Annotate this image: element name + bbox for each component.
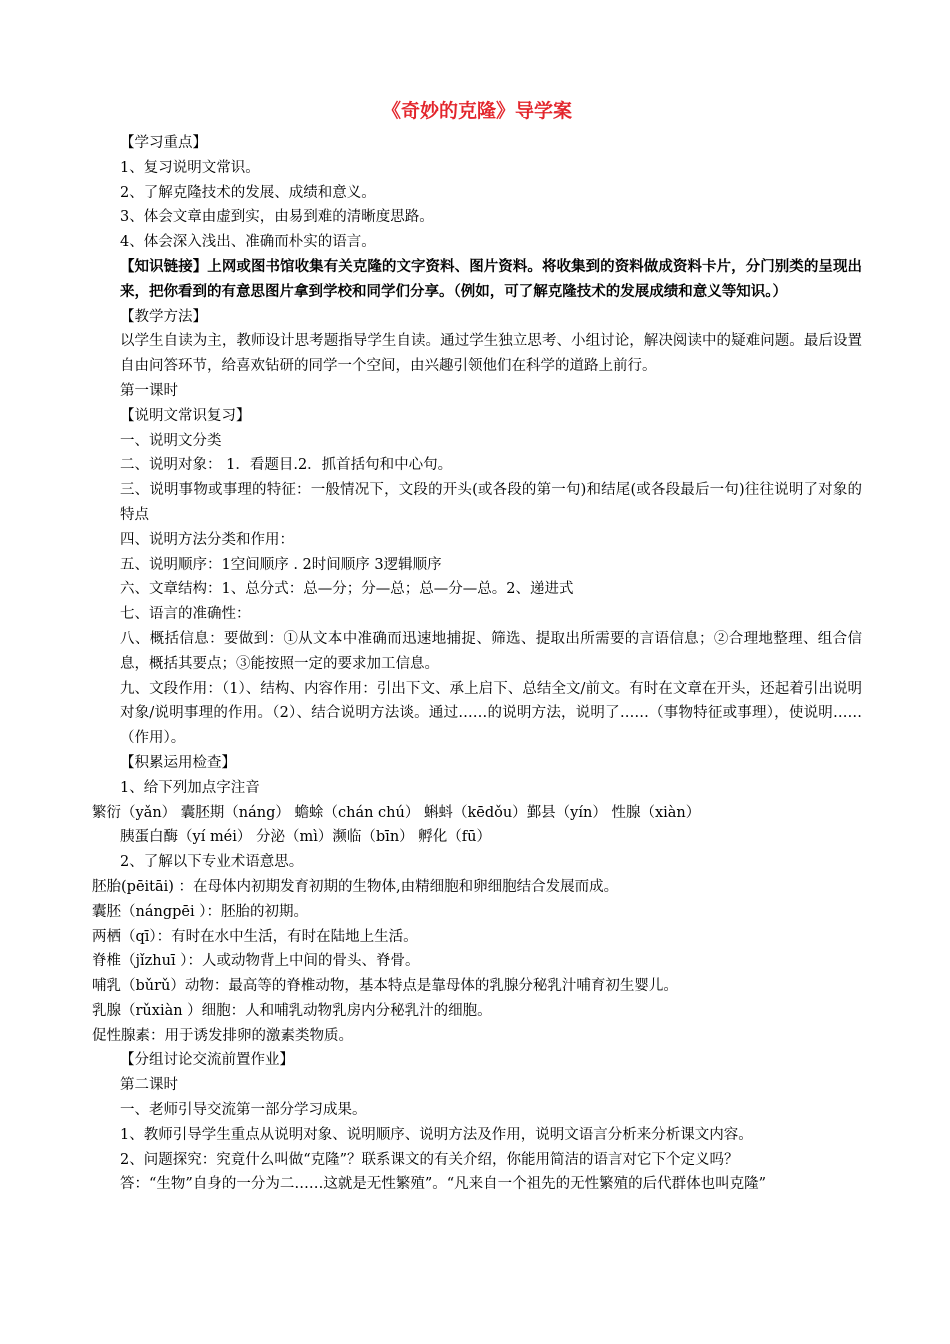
text-line: 2、问题探究：究竟什么叫做“克隆”？联系课文的有关介绍，你能用简洁的语言对它下个定义吗？ (120, 1151, 739, 1168)
document-body (92, 131, 862, 1197)
text-line: 四、说明方法分类和作用： (120, 531, 294, 548)
text-line: 以学生自读为主，教师设计思考题指导学生自读。通过学生独立思考、小组讨论，解决阅读中的疑难问题。最后设置自由问答环节，给喜欢钻研的同学一个空间，由兴趣引领他们在科学的道路上前行。 (120, 333, 862, 375)
text-line: 哺乳（bǔrǔ）动物：最高等的脊椎动物，基本特点是靠母体的乳腺分秘乳汁哺育初生婴儿。 (92, 978, 678, 995)
text-line: 1、给下列加点字注音 (120, 779, 260, 796)
text-line: 1、复习说明文常识。 (120, 159, 260, 176)
text-line: 一、说明文分类 (120, 432, 222, 449)
text-line: 第一课时 (120, 382, 178, 399)
text-line: 脊椎（jǐzhuī ）：人或动物背上中间的骨头、脊骨。 (92, 953, 420, 970)
text-line: 一、老师引导交流第一部分学习成果。 (120, 1102, 367, 1119)
text-line: 第二课时 (120, 1077, 178, 1094)
text-line: 六、文章结构：1、总分式：总—分；分—总；总—分—总。2、递进式 (120, 581, 574, 598)
text-line: 胚胎(pēitāi) ：在母体内初期发育初期的生物体,由精细胞和卵细胞结合发展而成。 (92, 878, 619, 895)
text-line: 八、概括信息：要做到：①从文本中准确而迅速地捕捉、筛选、提取出所需要的言语信息；②合理地整理、组合信息，概括其要点；③能按照一定的要求加工信息。 (120, 630, 862, 672)
text-line: 2、了解克隆技术的发展、成绩和意义。 (120, 184, 376, 201)
text-line: 五、说明顺序：1空间顺序 . 2时间顺序 3逻辑顺序 (120, 556, 442, 573)
text-line: 七、语言的准确性： (120, 606, 251, 623)
document-page (92, 98, 862, 1197)
text-line: 【知识链接】上网或图书馆收集有关克隆的文字资料、图片资料。将收集到的资料做成资料卡片，分门别类的呈现出来，把你看到的有意思图片拿到学校和同学们分享。（例如，可了解克隆技术的发展成绩和意义等知识。） (120, 257, 862, 300)
text-line: 【教学方法】 (120, 308, 207, 325)
text-line: 三、说明事物或事理的特征：一般情况下，文段的开头(或各段的第一句)和结尾(或各段最后一句)往往说明了对象的特点 (120, 482, 862, 523)
text-line: 繁衍（yǎn） 囊胚期（náng） 蟾蜍（chán chú） 蝌蚪（kēdǒu）鄞县（yín） 性腺（xiàn） (92, 804, 701, 821)
text-line: 二、说明对象： 1．看题目.2．抓首括句和中心句。 (120, 457, 453, 474)
text-line: 囊胚（nángpēi ）：胚胎的初期。 (92, 903, 308, 920)
text-line: 促性腺素：用于诱发排卵的激素类物质。 (92, 1027, 353, 1044)
text-line: 九、文段作用：（1）、结构、内容作用：引出下文、承上启下、总结全文/前文。有时在文章在开头，还起着引出说明对象/说明事理的作用。（2）、结合说明方法谈。通过……的说明方法，说明了……（事物特征或事理），使说明……（作用）。 (120, 680, 862, 747)
text-line: 【积累运用检查】 (120, 754, 236, 771)
text-line: 【说明文常识复习】 (120, 407, 251, 424)
text-line: 答：“生物”自身的一分为二……这就是无性繁殖”。“凡来自一个祖先的无性繁殖的后代群体也叫克隆” (120, 1176, 767, 1193)
text-line: 1、教师引导学生重点从说明对象、说明顺序、说明方法及作用，说明文语言分析来分析课文内容。 (120, 1126, 753, 1143)
text-line: 胰蛋白酶（yí méi） 分泌（mì）濒临（bīn） 孵化（fū） (120, 829, 491, 846)
document-title: 《奇妙的克隆》导学案 (381, 100, 572, 122)
text-line: 3、体会文章由虚到实，由易到难的清晰度思路。 (120, 209, 434, 226)
text-line: 两栖（qī）：有时在水中生活，有时在陆地上生活。 (92, 928, 418, 945)
text-line: 【分组讨论交流前置作业】 (120, 1052, 294, 1069)
text-line: 4、体会深入浅出、准确而朴实的语言。 (120, 234, 376, 251)
text-line: 【学习重点】 (120, 135, 207, 151)
text-line: 2、了解以下专业术语意思。 (120, 854, 304, 871)
text-line: 乳腺（rǔxiàn ）细胞：人和哺乳动物乳房内分秘乳汁的细胞。 (92, 1002, 492, 1019)
